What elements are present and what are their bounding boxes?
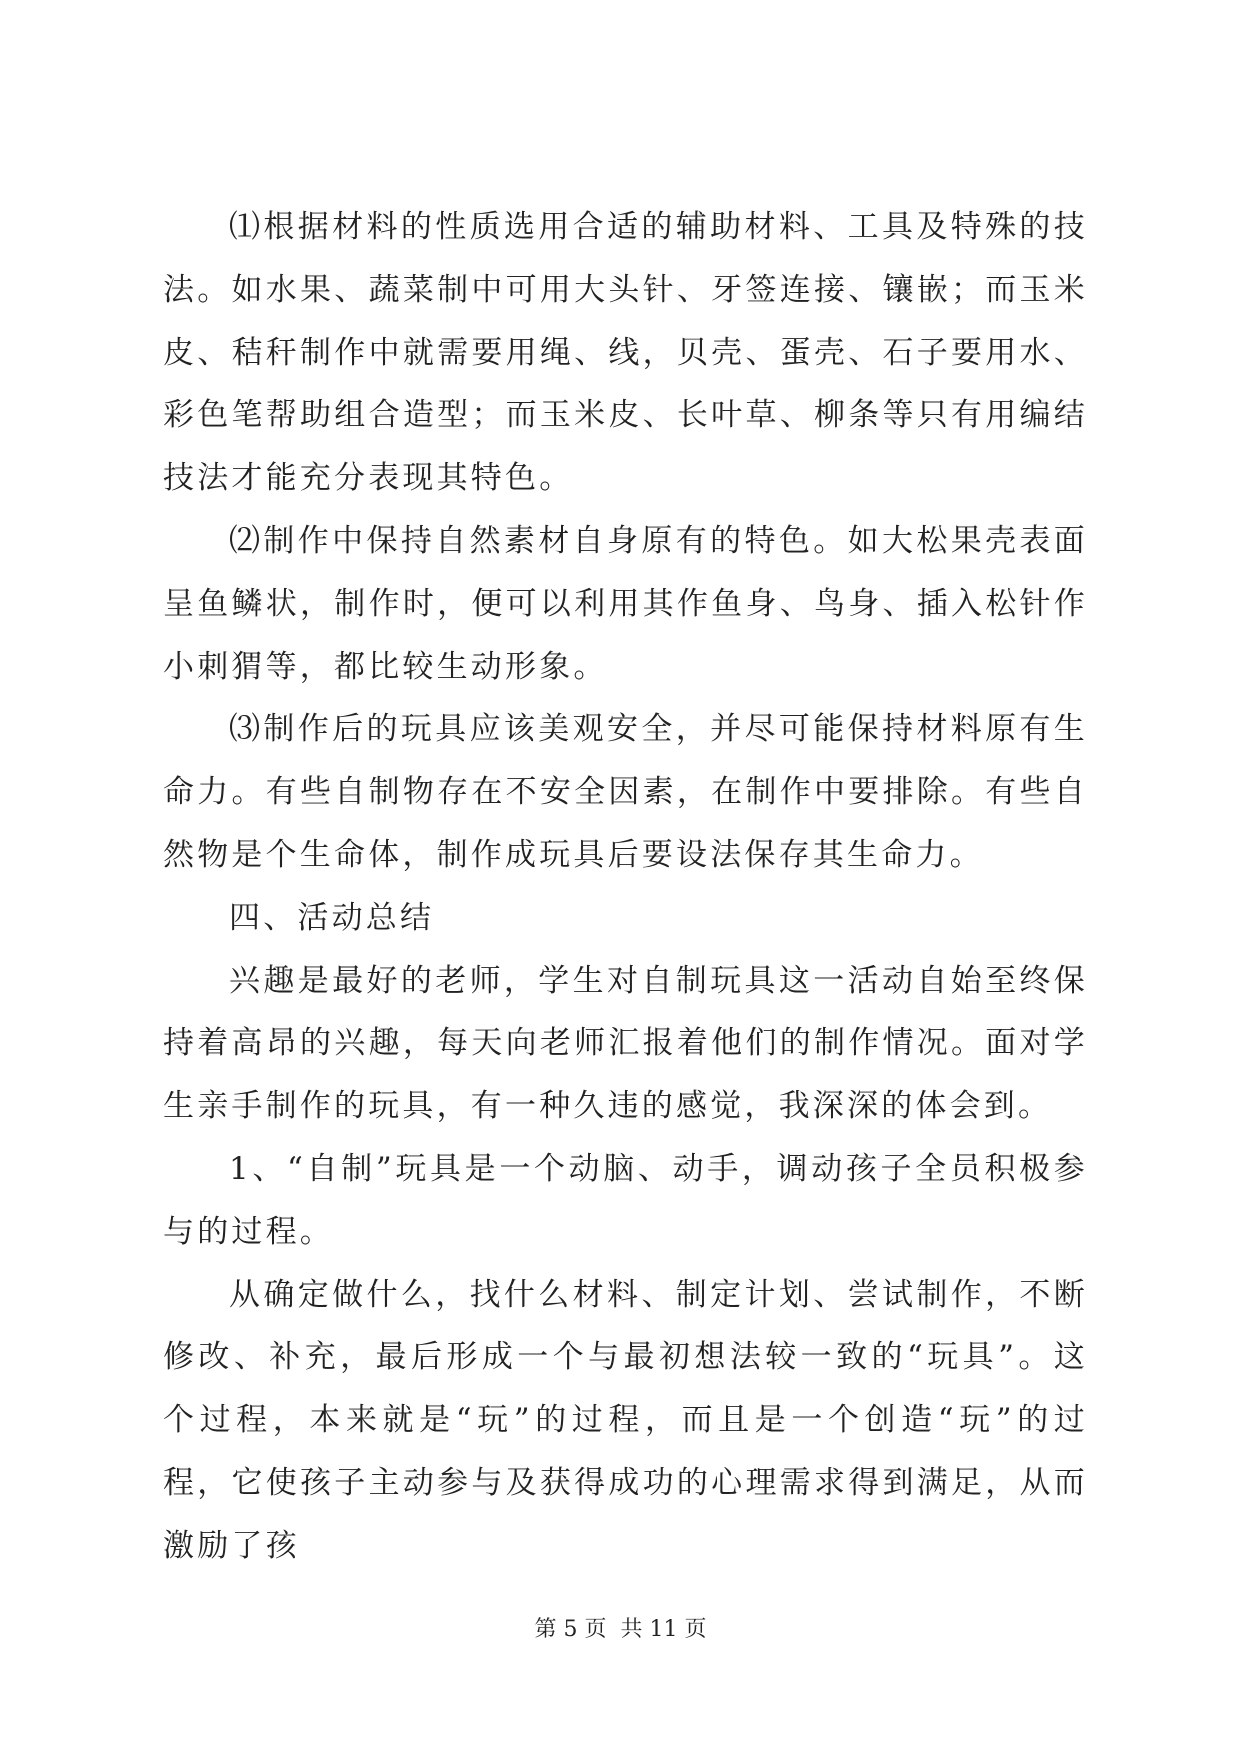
paragraph-natural-features: ⑵制作中保持自然素材自身原有的特色。如大松果壳表面呈鱼鳞状，制作时，便可以利用其作鱼身、鸟身、插入松针作小刺猬等，都比较生动形象。 [163,522,1088,685]
paragraph-safety: ⑶制作后的玩具应该美观安全，并尽可能保持材料原有生命力。有些自制物存在不安全因素，在制作中要排除。有些自然物是个生命体，制作成玩具后要设法保存其生命力。 [163,711,1088,873]
paragraph-interest: 兴趣是最好的老师，学生对自制玩具这一活动自始至终保持着高昂的兴趣，每天向老师汇报着他们的制作情况。面对学生亲手制作的玩具，有一种久违的感觉，我深深的体会到。 [163,962,1088,1125]
paragraph-point-1: 1、“自制”玩具是一个动脑、动手，调动孩子全员积极参与的过程。 [163,1150,1088,1250]
page-footer [0,1612,1241,1643]
paragraph-material-selection: ⑴根据材料的性质选用合适的辅助材料、工具及特殊的技法。如水果、蔬菜制中可用大头针、牙签连接、镶嵌；而玉米皮、秸秆制作中就需要用绳、线，贝壳、蛋壳、石子要用水、彩色笔帮助组合造型；而玉米皮、长叶草、柳条等只有用编结技法才能充分表现其特色。 [163,209,1088,497]
document-body [163,196,1088,1578]
section-heading-summary: 四、活动总结 [229,899,435,936]
page-number: 第 5 页 共 11 页 [534,1617,707,1642]
paragraph-process: 从确定做什么，找什么材料、制定计划、尝试制作，不断修改、补充，最后形成一个与最初想法较一致的“玩具”。这个过程，本来就是“玩”的过程，而且是一个创造“玩”的过程，它使孩子主动参与及获得成功的心理需求得到满足，从而激励了孩 [163,1276,1088,1564]
